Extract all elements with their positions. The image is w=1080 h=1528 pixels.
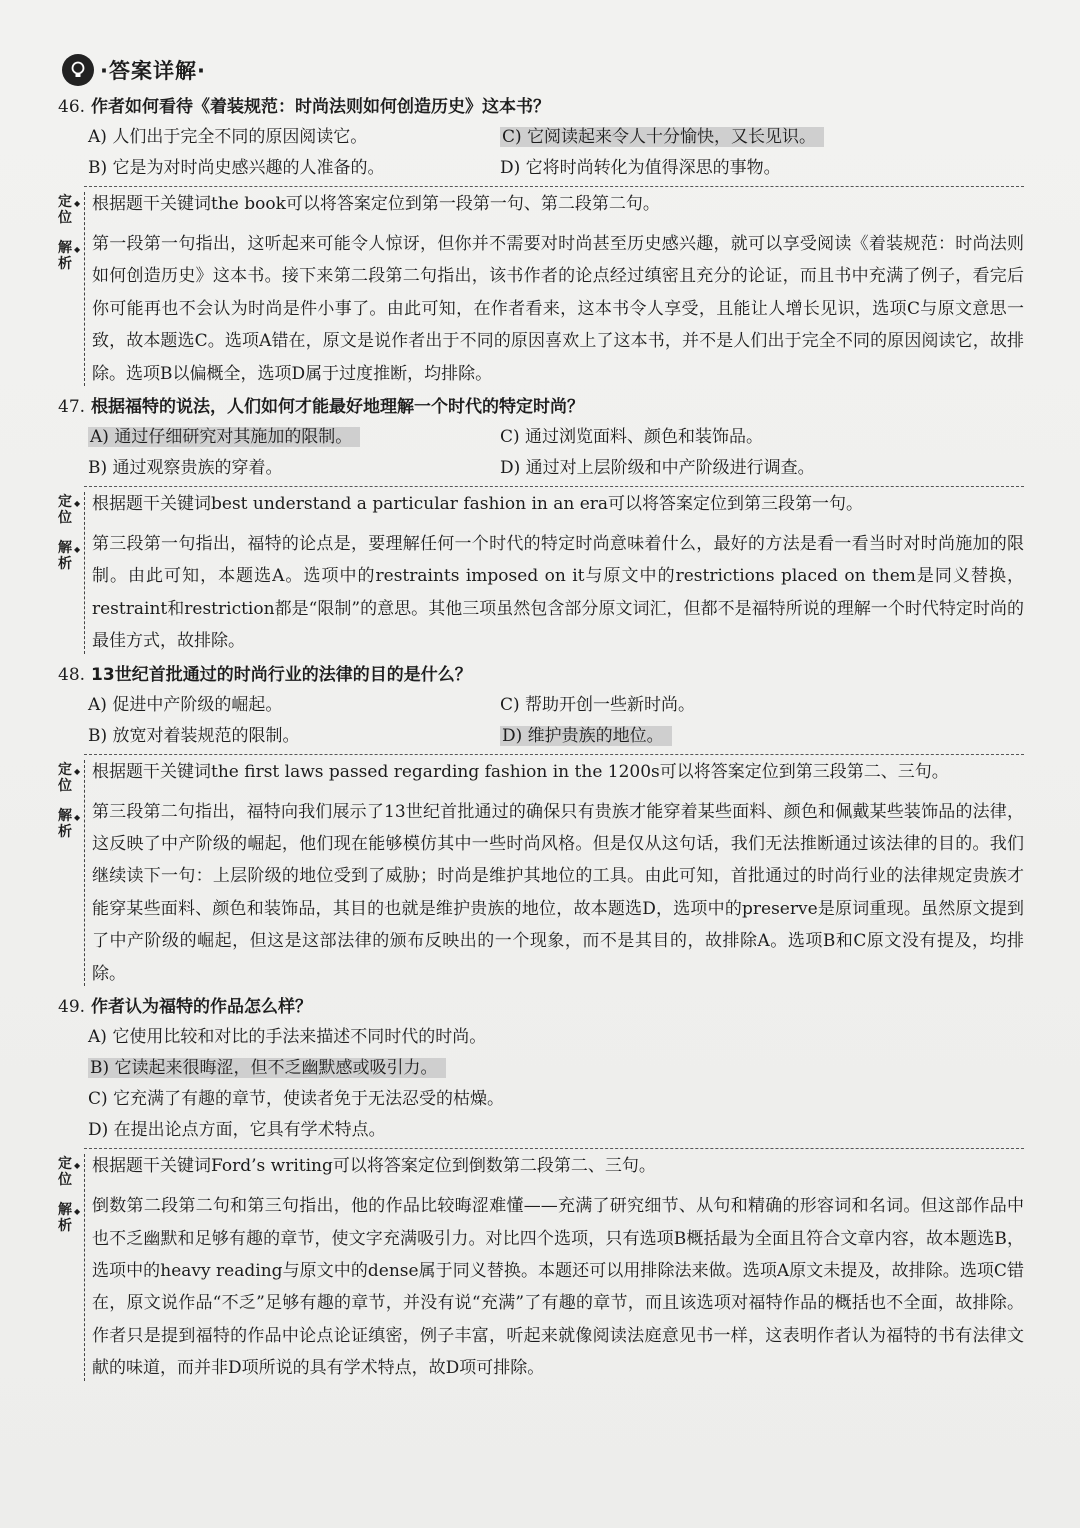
locate-tag: 定位 ◆ xyxy=(58,1156,74,1188)
question-49 xyxy=(58,992,1024,1384)
options xyxy=(88,690,1024,752)
question-number: 49. xyxy=(58,997,86,1018)
options xyxy=(88,422,1024,484)
option-b: B) 它是为对时尚史感兴趣的人准备的。 xyxy=(88,158,385,178)
section-title: ·答案详解· xyxy=(100,59,206,83)
option-a-answer: A) 通过仔细研究对其施加的限制。 xyxy=(88,422,500,453)
option-c: C) 帮助开创一些新时尚。 xyxy=(500,694,696,715)
option-d: D) 通过对上层阶级和中产阶级进行调查。 xyxy=(500,458,815,479)
option-d-answer: D) 维护贵族的地位。 xyxy=(500,721,1024,752)
option-a: A) 促进中产阶级的崛起。 xyxy=(88,694,283,715)
question-number: 47. xyxy=(58,397,86,418)
lightbulb-icon xyxy=(62,54,94,86)
explain-tag: 解析 ◆ xyxy=(58,240,74,272)
section-header xyxy=(62,50,1024,90)
question-text: 13世纪首批通过的时尚行业的法律的目的是什么？ xyxy=(91,664,472,685)
option-c-answer: C) 它阅读起来令人十分愉快，又长见识。 xyxy=(500,122,1024,153)
options xyxy=(88,122,1024,184)
locate-tag: 定位 ◆ xyxy=(58,494,74,526)
option-b-answer: B) 它读起来很晦涩，但不乏幽默感或吸引力。 xyxy=(88,1053,1024,1084)
locate-tag: 定位 ◆ xyxy=(58,762,74,794)
question-47 xyxy=(58,392,1024,658)
question-number: 48. xyxy=(58,664,86,685)
locate-tag: 定位 ◆ xyxy=(58,194,74,226)
option-a: A) 人们出于完全不同的原因阅读它。 xyxy=(88,127,368,147)
analysis-block xyxy=(58,486,1024,658)
analysis-block xyxy=(58,1148,1024,1384)
explain-text: 倒数第二段第二句和第三句指出，他的作品比较晦涩难懂——充满了研究细节、从句和精确的形容词和名词。但这部作品中也不乏幽默和足够有趣的章节，使文字充满吸引力。对比四个选项，只有选项B概括最为全面且符合文章内容，故本题选B，选项中的heavy reading与原文中的dense属于同义替换。本题还可以用排除法来做。选项A原文未提及，故排除。选项C错在，原文说作品“不乏”足够有趣的章节，并没有说“充满”了有趣的章节，而且该选项对福特作品的概括也不全面，故排除。作者只是提到福特的作品中论点论证缜密，例子丰富，听起来就像阅读法庭意见书一样，这表明作者认为福特的书有法律文献的味道，而并非D项所说的具有学术特点，故D项可排除。 xyxy=(92,1196,1024,1379)
locate-text: 根据题干关键词the first laws passed regarding fashion in the 1200s可以将答案定位到第三段第二、三句。 xyxy=(92,761,949,782)
locate-text: 根据题干关键词best understand a particular fashion in an era可以将答案定位到第三段第一句。 xyxy=(92,494,864,515)
option-a: A) 它使用比较和对比的手法来描述不同时代的时尚。 xyxy=(88,1027,487,1048)
option-c: C) 通过浏览面料、颜色和装饰品。 xyxy=(500,427,764,448)
question-stem xyxy=(58,992,1024,1022)
explain-tag: 解析 ◆ xyxy=(58,808,74,840)
question-stem xyxy=(58,392,1024,422)
question-text: 根据福特的说法，人们如何才能最好地理解一个时代的特定时尚？ xyxy=(91,397,585,418)
question-stem xyxy=(58,660,1024,690)
question-48 xyxy=(58,660,1024,990)
explain-text: 第一段第一句指出，这听起来可能令人惊讶，但你并不需要对时尚甚至历史感兴趣，就可以享受阅读《着装规范：时尚法则如何创造历史》这本书。接下来第二段第二句指出，该书作者的论点经过缜密且充分的论证，而且书中充满了例子，看完后你可能再也不会认为时尚是件小事了。由此可知，在作者看来，这本书令人享受，且能让人增长见识，选项C与原文意思一致，故本题选C。选项A错在，原文是说作者出于不同的原因喜欢上了这本书，并不是人们出于完全不同的原因阅读它，故排除。选项B以偏概全，选项D属于过度推断，均排除。 xyxy=(92,234,1024,384)
option-c: C) 它充满了有趣的章节，使读者免于无法忍受的枯燥。 xyxy=(88,1089,505,1110)
locate-text: 根据题干关键词Ford’s writing可以将答案定位到倒数第二段第二、三句。 xyxy=(92,1156,656,1177)
question-stem xyxy=(58,92,1024,122)
explain-text: 第三段第二句指出，福特向我们展示了13世纪首批通过的确保只有贵族才能穿着某些面料、颜色和佩戴某些装饰品的法律，这反映了中产阶级的崛起，他们现在能够模仿其中一些时尚风格。但是仅从这句话，我们无法推断通过该法律的目的。我们继续读下一句：上层阶级的地位受到了威胁；时尚是维护其地位的工具。由此可知，首批通过的时尚行业的法律规定贵族才能穿某些面料、颜色和装饰品，其目的也就是维护贵族的地位，故本题选D，选项中的preserve是原词重现。虽然原文提到了中产阶级的崛起，但这是这部法律的颁布反映出的一个现象，而不是其目的，故排除A。选项B和C原文没有提及，均排除。 xyxy=(92,801,1024,984)
explain-tag: 解析 ◆ xyxy=(58,540,74,572)
question-number: 46. xyxy=(58,97,86,117)
option-d: D) 它将时尚转化为值得深思的事物。 xyxy=(500,158,781,178)
option-b: B) 通过观察贵族的穿着。 xyxy=(88,458,283,479)
explain-text: 第三段第一句指出，福特的论点是，要理解任何一个时代的特定时尚意味着什么，最好的方法是看一看当时对时尚施加的限制。由此可知，本题选A。选项中的restraints imposed on it与原文中的restrictions placed on them是同义替换，restraint和restriction都是“限制”的意思。其他三项虽然包含部分原文词汇，但都不是福特所说的理解一个时代特定时尚的最佳方式，故排除。 xyxy=(92,534,1024,652)
question-text: 作者认为福特的作品怎么样？ xyxy=(91,997,313,1018)
explain-tag: 解析 ◆ xyxy=(58,1202,74,1234)
option-d: D) 在提出论点方面，它具有学术特点。 xyxy=(88,1120,386,1141)
option-b: B) 放宽对着装规范的限制。 xyxy=(88,725,300,746)
locate-text: 根据题干关键词the book可以将答案定位到第一段第一句、第二段第二句。 xyxy=(92,194,660,214)
options xyxy=(88,1022,1024,1146)
analysis-block xyxy=(58,186,1024,390)
analysis-block xyxy=(58,754,1024,990)
question-46 xyxy=(58,92,1024,390)
question-text: 作者如何看待《着装规范：时尚法则如何创造历史》这本书？ xyxy=(91,97,551,117)
